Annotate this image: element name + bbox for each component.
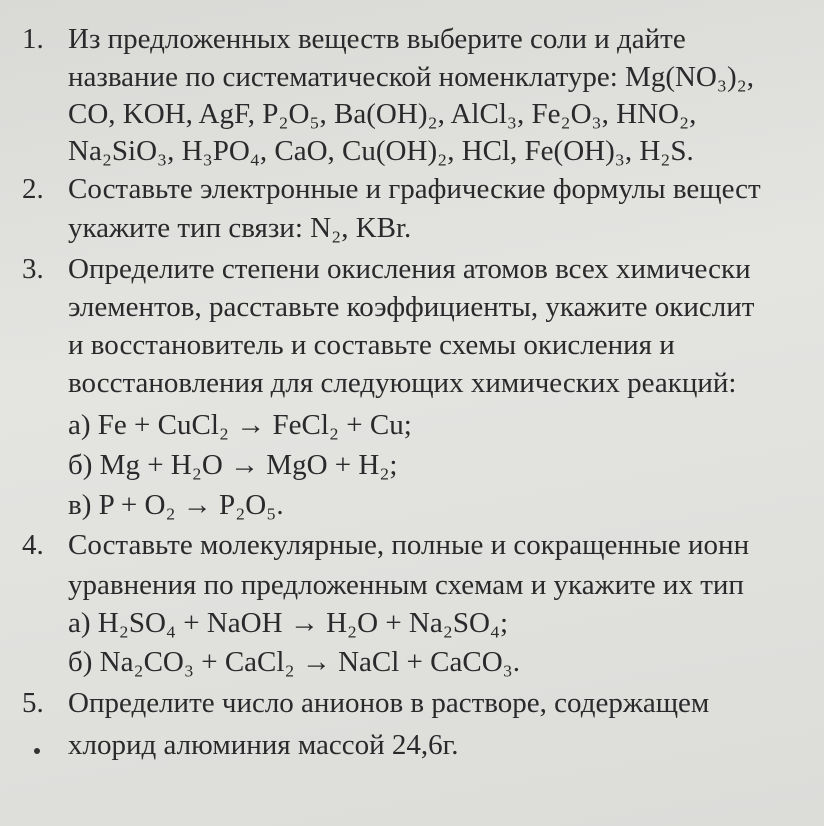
task-3-text: восстановления для следующих химических реакций: xyxy=(68,367,737,399)
task-3-text: элементов, расставьте коэффициенты, укажите окислит xyxy=(68,291,755,323)
task-1-text: название по систематической номенклатуре: Mg(NO₃)₂, xyxy=(68,61,754,93)
task-3-text: Определите степени окисления атомов всех химически xyxy=(68,253,751,285)
task-3-text: и восстановитель и составьте схемы окисления и xyxy=(68,329,675,361)
task-1-text: Na₂SiO₃, H₃PO₄, CaO, Cu(OH)₂, HCl, Fe(OH)₃, H₂S. xyxy=(68,135,694,167)
ink-dot xyxy=(34,748,40,754)
task-5-number: 5. xyxy=(22,687,44,719)
task-3-number: 3. xyxy=(22,253,44,285)
task-1-text: Из предложенных веществ выберите соли и дайте xyxy=(68,23,686,55)
task-1-text: CO, KOH, AgF, P₂O₅, Ba(OH)₂, AlCl₃, Fe₂O₃, HNO₂, xyxy=(68,98,697,130)
reaction-text: б) Mg + H₂O → MgO + H₂; xyxy=(68,449,398,481)
task-4-number: 4. xyxy=(22,529,44,561)
task-4-text: уравнения по предложенным схемам и укажите их тип xyxy=(68,569,744,601)
task-2-number: 2. xyxy=(22,173,44,205)
reaction-text: а) H₂SO₄ + NaOH → H₂O + Na₂SO₄; xyxy=(68,607,509,639)
task-1-number: 1. xyxy=(22,23,44,55)
task-4-text: Составьте молекулярные, полные и сокращенные ионн xyxy=(68,529,750,561)
task-5-text: Определите число анионов в растворе, содержащем xyxy=(68,687,710,719)
task-2-text: Составьте электронные и графические формулы вещест xyxy=(68,173,761,205)
task-2-text: укажите тип связи: N₂, KBr. xyxy=(68,212,412,244)
task-5-text: хлорид алюминия массой 24,6г. xyxy=(68,729,459,761)
reaction-text: а) Fe + CuCl₂ → FeCl₂ + Cu; xyxy=(68,409,412,441)
reaction-text: в) P + O₂ → P₂O₅. xyxy=(68,489,284,521)
reaction-text: б) Na₂CO₃ + CaCl₂ → NaCl + CaCO₃. xyxy=(68,646,520,678)
